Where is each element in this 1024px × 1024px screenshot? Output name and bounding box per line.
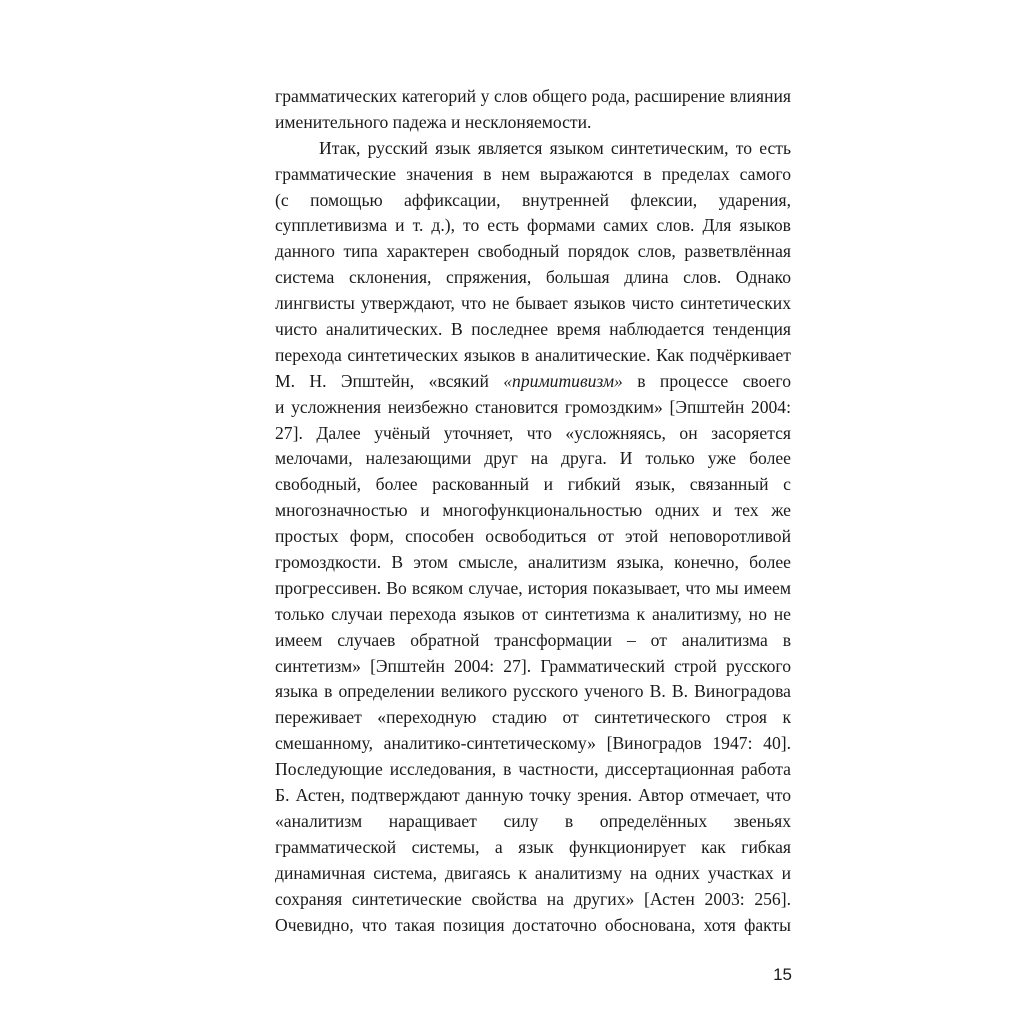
text-line: мелочами, налезающими друг на друга. И только уже более <box>275 448 791 469</box>
text-line: грамматической системы, а язык функционирует как гибкая <box>275 836 791 857</box>
text-line: чисто аналитических. В последнее время наблюдается тенденция <box>275 319 791 340</box>
text-line: Последующие исследования, в частности, диссертационная работа <box>275 759 791 780</box>
page-number: 15 <box>773 965 792 984</box>
text-line: система склонения, спряжения, большая длина слов. Однако <box>275 267 791 288</box>
text-line: многозначностью и многофункциональностью одних и тех же <box>275 500 791 521</box>
text-line: динамичная система, двигаясь к аналитизму на одних участках и <box>275 862 791 883</box>
text-line: 27]. Далее учёный уточняет, что «усложняясь, он засоряется <box>275 422 791 443</box>
text-line: синтетизм» [Эпштейн 2004: 27]. Грамматический строй русского <box>275 655 791 676</box>
text-line: языка в определении великого русского ученого В. В. Виноградова <box>275 681 791 702</box>
text-line: и усложнения неизбежно становится громоздким» [Эпштейн 2004: <box>275 396 791 417</box>
text-line: только случаи перехода языков от синтетизма к аналитизму, но не <box>275 603 791 624</box>
text-line: Б. Астен, подтверждают данную точку зрения. Автор отмечает, что <box>275 785 791 806</box>
text-line: перехода синтетических языков в аналитические. Как подчёркивает <box>275 344 791 365</box>
paragraph-first-line: Итак, русский язык является языком синтетическим, то есть <box>319 137 791 158</box>
text-line: Очевидно, что такая позиция достаточно обоснована, хотя факты <box>275 914 791 935</box>
text-line: простых форм, способен освободиться от этой неповоротливой <box>275 526 791 547</box>
text-line: прогрессивен. Во всяком случае, история показывает, что мы имеем <box>275 577 791 598</box>
text-line: лингвисты утверждают, что не бывает языков чисто синтетических <box>275 293 791 314</box>
text-segment: в процессе своего <box>637 370 791 391</box>
italic-term: «примитивизм» <box>503 370 623 391</box>
text-line: переживает «переходную стадию от синтетического строя к <box>275 707 791 728</box>
text-line: сохраняя синтетические свойства на других» [Астен 2003: 256]. <box>275 888 791 909</box>
text-line: данного типа характерен свободный порядок слов, разветвлённая <box>275 241 791 262</box>
text-segment: М. Н. Эпштейн, «всякий <box>275 370 504 391</box>
text-line: грамматические значения в нем выражаются в пределах самого <box>275 163 791 184</box>
text-line: «аналитизм наращивает силу в определённых звеньях <box>275 810 791 831</box>
text-line: именительного падежа и несклоняемости. <box>275 111 592 132</box>
body-text <box>275 84 791 938</box>
text-line: супплетивизма и т. д.), то есть формами самих слов. Для языков <box>275 215 791 236</box>
text-line: (с помощью аффиксации, внутренней флексии, ударения, <box>275 189 791 210</box>
text-line: смешанному, аналитико-синтетическому» [Виноградов 1947: 40]. <box>275 733 791 754</box>
text-line: громоздкости. В этом смысле, аналитизм языка, конечно, более <box>275 552 791 573</box>
text-line: имеем случаев обратной трансформации – от аналитизма в <box>275 629 791 650</box>
text-line: грамматических категорий у слов общего рода, расширение влияния <box>275 86 791 106</box>
text-line-with-italic <box>275 369 791 395</box>
text-line: свободный, более раскованный и гибкий язык, связанный с <box>275 474 791 495</box>
